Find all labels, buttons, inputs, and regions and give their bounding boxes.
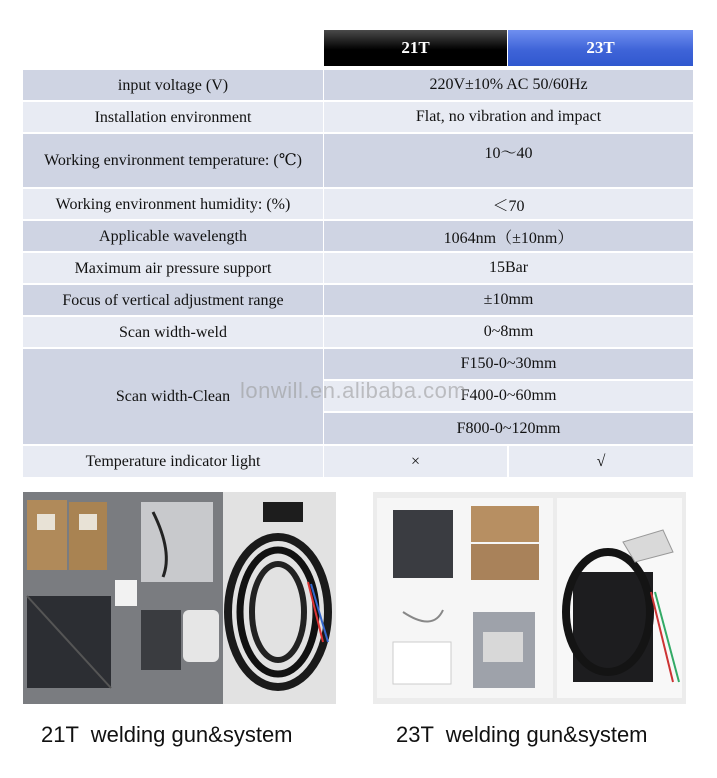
spec-row-temperature: [23, 134, 693, 187]
header-23t: 23T: [508, 30, 693, 66]
caption-21t: 21T welding gun&system: [41, 722, 293, 747]
spec-label: Working environment humidity: (%): [23, 189, 323, 219]
watermark: lonwill.en.alibaba.com: [240, 378, 467, 403]
photo-23t-kit: [373, 492, 686, 704]
spec-value: 0~8mm: [324, 317, 693, 347]
spec-row-humidity: [23, 189, 693, 219]
scan-clean-value-f150: F150-0~30mm: [324, 349, 693, 379]
spec-value: 15Bar: [324, 253, 693, 283]
spec-value: ±10mm: [324, 285, 693, 315]
scan-clean-label: Scan width-Clean: [23, 349, 323, 444]
spec-row-installation: [23, 102, 693, 132]
spec-label: Installation environment: [23, 102, 323, 132]
scan-clean-value-f400: F400-0~60mm: [324, 381, 693, 411]
temp-light-23t: √: [509, 446, 693, 477]
spec-value: 1064nm（±10nm）: [324, 221, 693, 251]
photo-21t-kit: [23, 492, 336, 704]
spec-value: Flat, no vibration and impact: [324, 102, 693, 132]
photo-21t-illustration: [23, 492, 336, 704]
spec-value: 10～40: [324, 134, 693, 187]
spec-label: Maximum air pressure support: [23, 253, 323, 283]
temp-light-label: Temperature indicator light: [23, 446, 323, 477]
spec-row-focus-range: [23, 285, 693, 315]
spec-value: ＜70: [324, 189, 693, 219]
spec-value: 220V±10% AC 50/60Hz: [324, 70, 693, 100]
caption-23t: 23T welding gun&system: [396, 722, 648, 747]
spec-label: Applicable wavelength: [23, 221, 323, 251]
spec-row-scan-weld: [23, 317, 693, 347]
spec-row-air-pressure: [23, 253, 693, 283]
spec-label: input voltage (V): [23, 70, 323, 100]
header-21t: 21T: [324, 30, 507, 66]
spec-label: Working environment temperature: (℃): [23, 134, 323, 187]
spec-row-input-voltage: [23, 70, 693, 100]
temp-light-21t: ×: [324, 446, 507, 477]
photo-23t-illustration: [373, 492, 686, 704]
spec-row-wavelength: [23, 221, 693, 251]
spec-label: Scan width-weld: [23, 317, 323, 347]
scan-clean-value-f800: F800-0~120mm: [324, 413, 693, 444]
spec-label: Focus of vertical adjustment range: [23, 285, 323, 315]
